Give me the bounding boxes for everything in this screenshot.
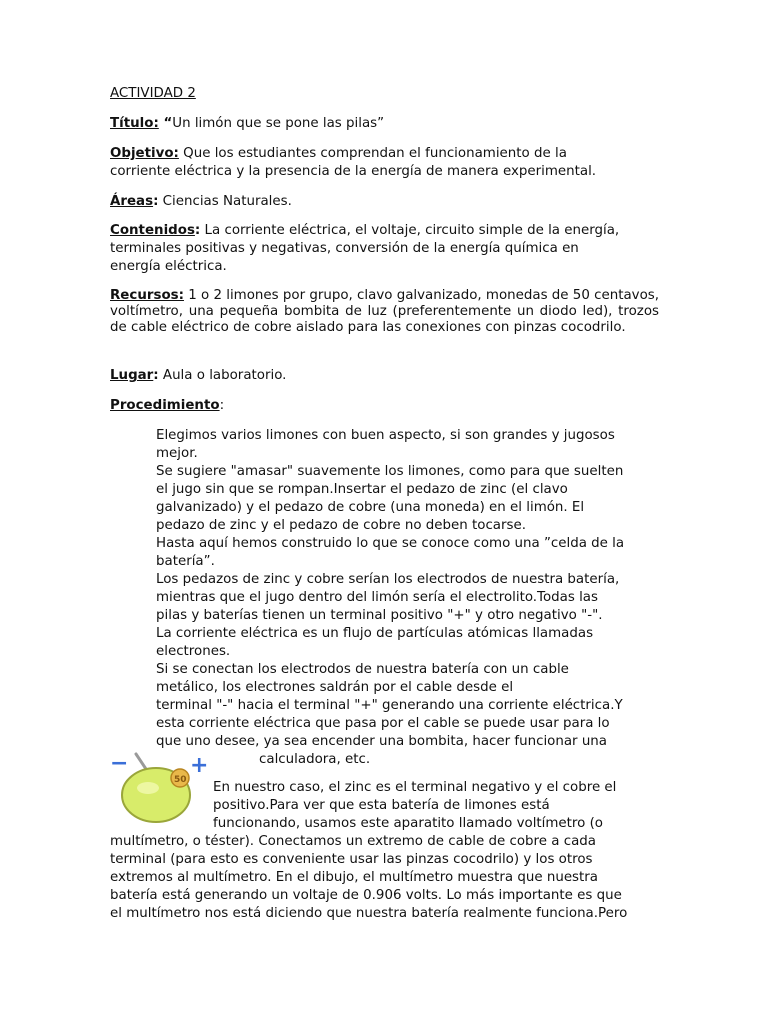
minus-sign: − [110, 752, 129, 776]
contents-colon: : [194, 223, 201, 238]
wrap-line: funcionando, usamos este aparatito llamado voltímetro (o [213, 816, 604, 831]
body-line: el multímetro nos está diciendo que nuestra batería realmente funciona.Pero [110, 906, 628, 921]
procedure-line: Los pedazos de zinc y cobre serían los electrodos de nuestra batería, [156, 572, 620, 587]
procedure-line: calculadora, etc. [259, 752, 371, 767]
procedure-line: mientras que el jugo dentro del limón sería el electrolito.Todas las [156, 590, 598, 605]
procedure-line: mejor. [156, 446, 198, 461]
body-line: extremos al multímetro. En el dibujo, el multímetro muestra que nuestra [110, 870, 598, 885]
objective-section [110, 145, 670, 181]
lemon-highlight [137, 782, 159, 794]
place-line [110, 367, 286, 385]
contents-label: Contenidos [110, 223, 195, 238]
procedure-heading [110, 397, 224, 415]
contents-line-2: terminales positivas y negativas, conversión de la energía química en [110, 241, 579, 256]
procedure-line: Se sugiere "amasar" suavemente los limones, como para que suelten [156, 464, 624, 479]
wrap-line: positivo.Para ver que esta batería de limones está [213, 798, 550, 813]
procedure-line: La corriente eléctrica es un flujo de partículas atómicas llamadas [156, 626, 594, 641]
title-text: Un limón que se pone las pilas” [172, 116, 385, 131]
contents-line-1: La corriente eléctrica, el voltaje, circuito simple de la energía, [200, 223, 620, 238]
procedure-line: metálico, los electrones saldrán por el cable desde el [156, 680, 514, 695]
coin-label: 50 [174, 775, 187, 785]
contents-line-3: energía eléctrica. [110, 259, 227, 274]
areas-line [110, 193, 292, 211]
lemon-battery-illustration [108, 752, 220, 824]
procedure-label: Procedimiento [110, 398, 220, 413]
procedure-body [156, 427, 666, 769]
title-label: Título: [110, 116, 159, 131]
areas-text: Ciencias Naturales. [158, 194, 292, 209]
procedure-line: terminal "-" hacia el terminal "+" generando una corriente eléctrica.Y [156, 698, 623, 713]
place-label: Lugar [110, 368, 154, 383]
place-text: Aula o laboratorio. [158, 368, 287, 383]
resources-text: 1 o 2 limones por grupo, clavo galvanizado, monedas de 50 centavos, voltímetro, una pequeña bombita de luz (preferentemente un diodo led), trozos de cable eléctrico de cobre aislado para las conexiones con pinzas cocodrilo. [110, 288, 659, 335]
procedure-line: galvanizado) y el pedazo de cobre (una moneda) en el limón. El [156, 500, 585, 515]
procedure-colon: : [219, 398, 225, 413]
areas-label: Áreas [110, 194, 154, 209]
full-text-block [110, 833, 670, 923]
objective-line-1: Que los estudiantes comprendan el funcionamiento de la [178, 146, 567, 161]
resources-label: Recursos: [110, 288, 184, 303]
contents-section [110, 222, 670, 276]
procedure-line: batería”. [156, 554, 215, 569]
body-line: terminal (para esto es conveniente usar las pinzas cocodrilo) y los otros [110, 852, 593, 867]
procedure-line: pilas y baterías tienen un terminal positivo "+" y otro negativo "-". [156, 608, 603, 623]
plus-sign: + [190, 753, 209, 778]
procedure-line: que uno desee, ya sea encender una bombita, hacer funcionar una [156, 734, 607, 749]
objective-line-2: corriente eléctrica y la presencia de la energía de manera experimental. [110, 164, 597, 179]
procedure-line: Si se conectan los electrodos de nuestra batería con un cable [156, 662, 569, 677]
place-colon: : [153, 368, 159, 383]
procedure-line: pedazo de zinc y el pedazo de cobre no deben tocarse. [156, 518, 526, 533]
resources-paragraph [110, 288, 659, 336]
wrap-text-block [213, 779, 663, 833]
body-line: multímetro, o téster). Conectamos un extremo de cable de cobre a cada [110, 834, 596, 849]
title-line [110, 115, 384, 133]
title-quote-open: “ [158, 116, 173, 131]
procedure-line: esta corriente eléctrica que pasa por el cable se puede usar para lo [156, 716, 610, 731]
activity-heading: ACTIVIDAD 2 [110, 86, 196, 101]
body-line: batería está generando un voltaje de 0.906 volts. Lo más importante es que [110, 888, 622, 903]
procedure-line: electrones. [156, 644, 231, 659]
procedure-line: el jugo sin que se rompan.Insertar el pedazo de zinc (el clavo [156, 482, 568, 497]
procedure-line: Elegimos varios limones con buen aspecto, si son grandes y jugosos [156, 428, 615, 443]
objective-label: Objetivo: [110, 146, 179, 161]
areas-colon: : [153, 194, 159, 209]
wrap-line: En nuestro caso, el zinc es el terminal negativo y el cobre el [213, 780, 617, 795]
procedure-line: Hasta aquí hemos construido lo que se conoce como una ”celda de la [156, 536, 625, 551]
